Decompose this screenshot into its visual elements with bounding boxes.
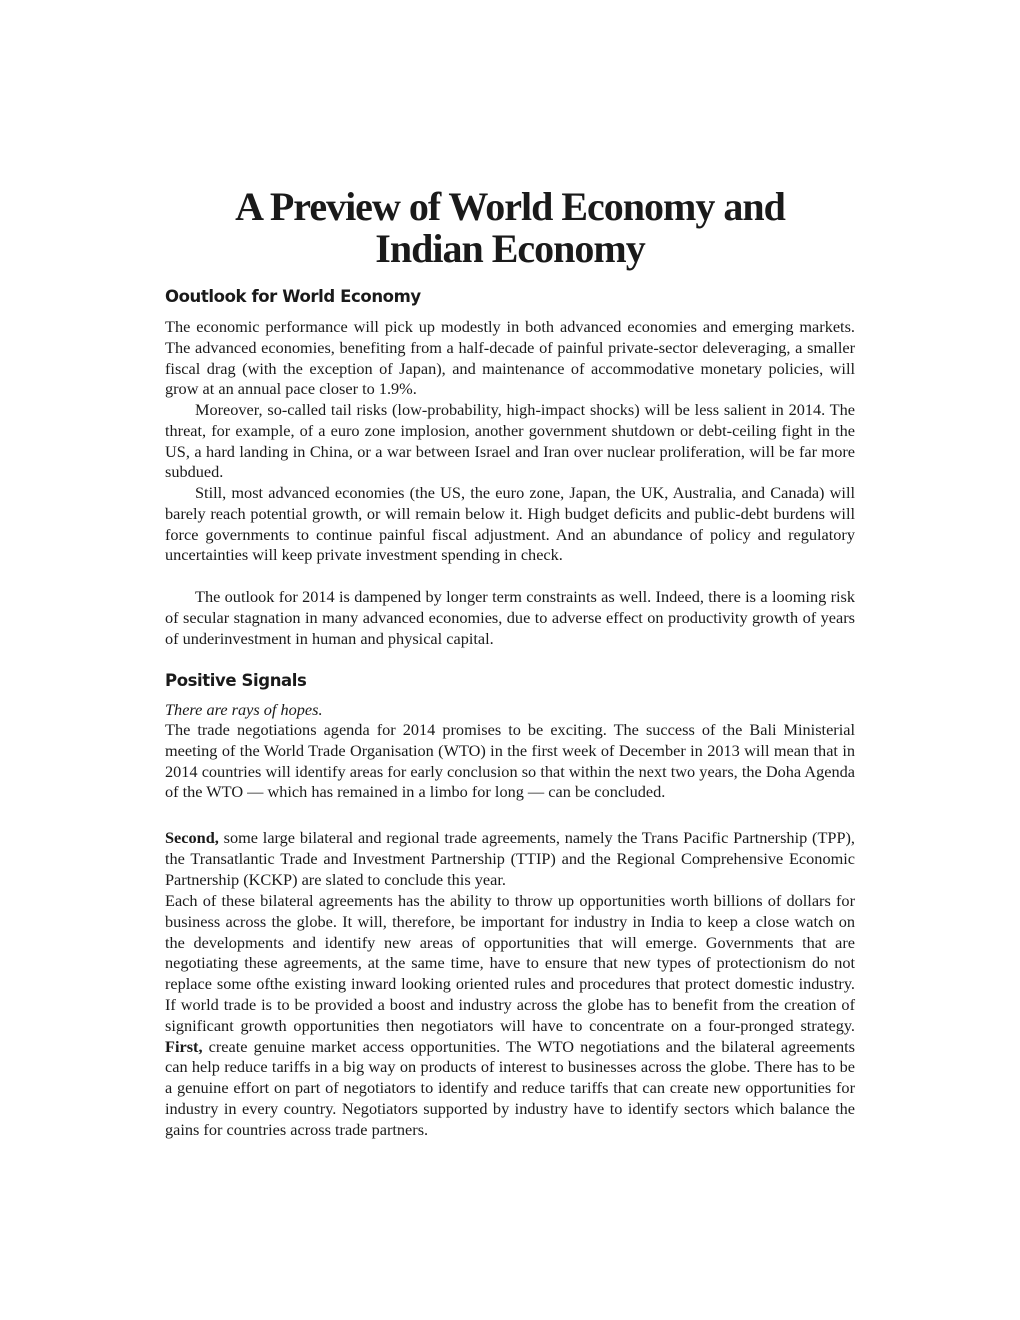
section-heading-positive-signals: Positive Signals [165,671,307,690]
title-line-1: A Preview of World Economy and [235,184,785,229]
page-title [0,186,1020,270]
paragraph: Moreover, so-called tail risks (low-probability, high-impact shocks) will be less salient in 2014. The threat, for example, of a euro zone implosion, another government shutdown or debt-ceiling fight in the US, a hard landing in China, or a war between Israel and Iran over nuclear proliferation, will be far more subdued. [165,400,855,482]
paragraph [165,828,855,890]
intro-italic: There are rays of hopes. [165,700,323,719]
paragraph: The economic performance will pick up modestly in both advanced economies and emerging markets. The advanced economies, benefiting from a half-decade of painful private-sector deleveraging, a smaller fiscal drag (with the exception of Japan), and maintenance of accommodative monetary policies, will grow at an annual pace closer to 1.9%. [165,317,855,399]
paragraph-text: Each of these bilateral agreements has the ability to throw up opportunities worth billions of dollars for business across the globe. It will, therefore, be important for industry in India to keep a close watch on the developments and identify new areas of opportunities that will emerge. Governments that are negotiating these agreements, at the same time, have to ensure that new types of protectionism do not replace some ofthe existing inward looking oriented rules and procedures that protect domestic industry. If world trade is to be provided a boost and industry across the globe has to benefit from the creation of significant growth opportunities then negotiators will have to concentrate on a four-pronged strategy. [165,891,855,1035]
section-heading-outlook: Ooutlook for World Economy [165,287,421,306]
paragraph-text: some large bilateral and regional trade agreements, namely the Trans Pacific Partnership (TPP), the Transatlantic Trade and Investment Partnership (TTIP) and the Regional Comprehensive Economic Partnership (KCKP) are slated to conclude this year. [165,828,855,889]
paragraph: The outlook for 2014 is dampened by longer term constraints as well. Indeed, there is a looming risk of secular stagnation in many advanced economies, due to adverse effect on productivity growth of years of underinvestment in human and physical capital. [165,587,855,648]
title-line-2: Indian Economy [375,226,645,271]
paragraph: Still, most advanced economies (the US, the euro zone, Japan, the UK, Australia, and Canada) will barely reach potential growth, or will remain below it. High budget deficits and public-debt burdens will force governments to continue painful fiscal adjustment. And an abundance of policy and regulatory uncertainties will keep private investment spending in check. [165,483,855,565]
paragraph-text: create genuine market access opportunities. The WTO negotiations and the bilateral agreements can help reduce tariffs in a big way on products of interest to businesses across the globe. There has to be a genuine effort on part of negotiators to identify and reduce tariffs that can create new opportunities for industry in every country. Negotiators supported by industry have to identify sectors which balance the gains for countries across trade partners. [165,1036,855,1139]
paragraph [165,891,855,1141]
paragraph: The trade negotiations agenda for 2014 promises to be exciting. The success of the Bali Ministerial meeting of the World Trade Organisation (WTO) in the first week of December in 2013 will mean that in 2014 countries will identify areas for early conclusion so that within the next two years, the Doha Agenda of the WTO — which has remained in a limbo for long — can be concluded. [165,720,855,802]
bold-lead: Second, [165,828,219,847]
bold-lead: First, [165,1036,203,1056]
